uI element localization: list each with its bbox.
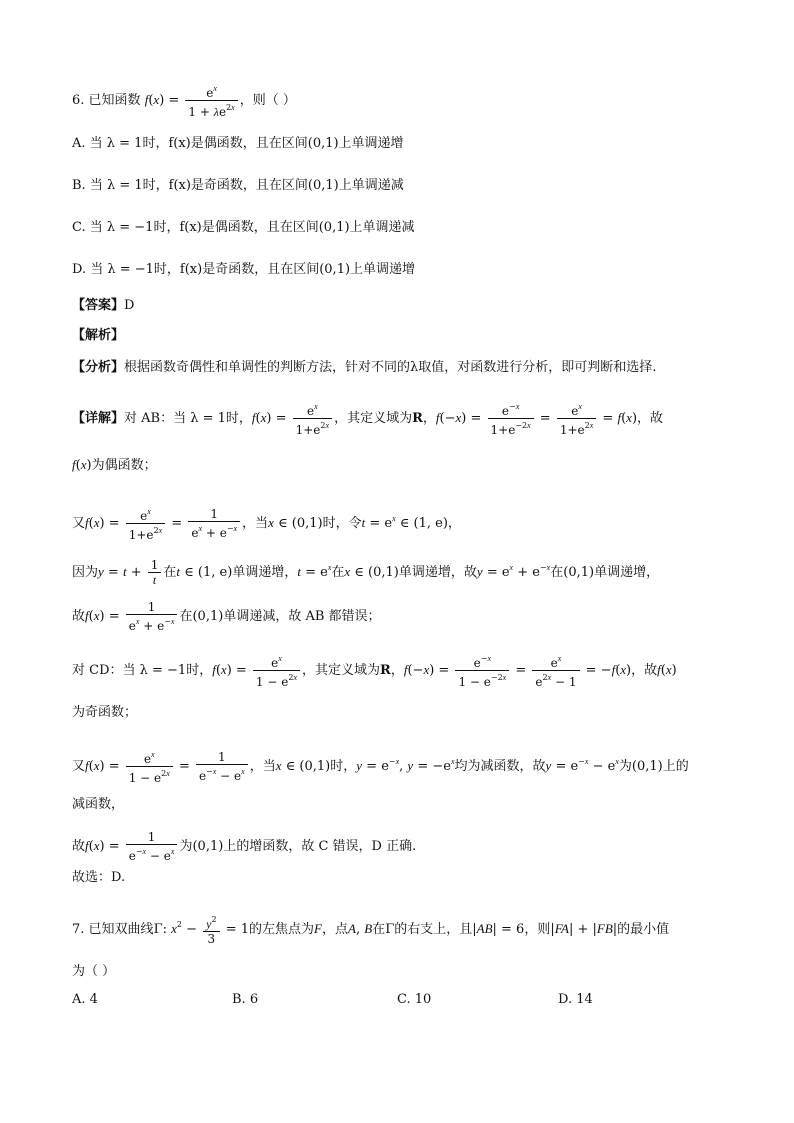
q6-option-a: A. 当 λ = 1时，f(x)是偶函数，且在区间(0,1)上单调递增: [72, 136, 404, 151]
q7-option-a: A. 4: [72, 992, 98, 1007]
q6-detail-line-11: 故选：D.: [72, 870, 126, 885]
q7-option-b: B. 6: [232, 992, 259, 1007]
q6-detail-line-7: 为奇函数；: [72, 705, 138, 720]
answer-tag: 【答案】: [72, 298, 125, 313]
q6-function-fraction: $\frac{e^x}{1 + \lambda e^{2x}}$: [185, 82, 237, 119]
q7-option-d: D. 14: [558, 992, 593, 1007]
q6-detail-line-3: 又f(x) = $\frac{e^x}{1+e^{2x}}$ = $\frac{1}{e^x + e^{-x}}$ ，当x ∈ (0,1)时，令$t = e^x$ ∈ (1, e)，: [72, 507, 461, 542]
q6-fenxi: 【分析】根据函数奇偶性和单调性的判断方法，针对不同的λ取值，对函数进行分析，即可判断和选择.: [72, 360, 657, 375]
q6-detail-line-6: 对 CD：当 λ = −1时，f(x) = $\frac{e^x}{1 - e^{2x}}$ ，其定义域为R，f(−x) = $\frac{e^{-x}}{1 - e^{-2x}}$ = $\frac{e^x}{e^{2x} - 1}$ = −f(x)，故f(x): [72, 654, 677, 689]
q6-detail-line-4: 因为y = t + $\frac{1}{t}$ 在t ∈ (1, e)单调递增，$t = e^x$在x ∈ (0,1)单调递增，故$y = e^x + e^{-x}$在(0,1)单调递增，: [72, 558, 660, 587]
q6-detail-line-8: 又f(x) = $\frac{e^x}{1 - e^{2x}}$ = $\frac{1}{e^{-x} - e^x}$ ，当x ∈ (0,1)时，$y = e^{-x}$, $y = -e^x$均为减函数，故$y = e^{-x} - e^x$为(0,1)上的: [72, 750, 689, 785]
q6-number: 6.: [72, 93, 89, 108]
answer-value: D: [124, 298, 135, 313]
q6-stem: 6. 已知函数 f(x) = $\frac{e^x}{1 + \lambda e^{2x}}$ ，则（ ）: [72, 84, 296, 119]
q7-option-c: C. 10: [397, 992, 432, 1007]
q6-detail-line-5: 故f(x) = $\frac{1}{e^x + e^{-x}}$ 在(0,1)单调递减，故 AB 都错误；: [72, 600, 381, 633]
q6-stem-suffix: ，则（ ）: [239, 93, 296, 108]
q6-option-d: D. 当 λ = −1时，f(x)是奇函数，且在区间(0,1)上单调递增: [72, 262, 416, 277]
q6-analysis-tag: 【解析】: [72, 328, 125, 343]
q6-detail-line-1: 【详解】对 AB：当 λ = 1时，f(x) = $\frac{e^x}{1+e^{2x}}$ ，其定义域为R，f(−x) = $\frac{e^{-x}}{1+e^{-2x}}$ = $\frac{e^x}{1+e^{2x}}$ = f(x)，故: [72, 402, 664, 437]
q6-detail-line-10: 故f(x) = $\frac{1}{e^{-x} - e^x}$ 为(0,1)上的增函数，故 C 错误，D 正确.: [72, 830, 417, 863]
q6-detail-line-9: 减函数，: [72, 797, 125, 812]
q6-option-b: B. 当 λ = 1时，f(x)是奇函数，且在区间(0,1)上单调递减: [72, 178, 404, 193]
q7-stem-tail: 为（ ）: [72, 964, 116, 979]
q6-stem-prefix: 已知函数: [88, 93, 141, 108]
q6-detail-line-2: f(x)为偶函数；: [72, 457, 157, 473]
q6-option-c: C. 当 λ = −1时，f(x)是偶函数，且在区间(0,1)上单调递减: [72, 220, 415, 235]
q6-answer: [72, 296, 734, 316]
q7-stem: 7. 已知双曲线Γ: $x^2$ − $\frac{y^2}{3}$ = 1的左焦点为F，点A, B在Γ的右支上，且|AB| = 6，则|FA| + |FB|的最小值: [72, 915, 670, 946]
